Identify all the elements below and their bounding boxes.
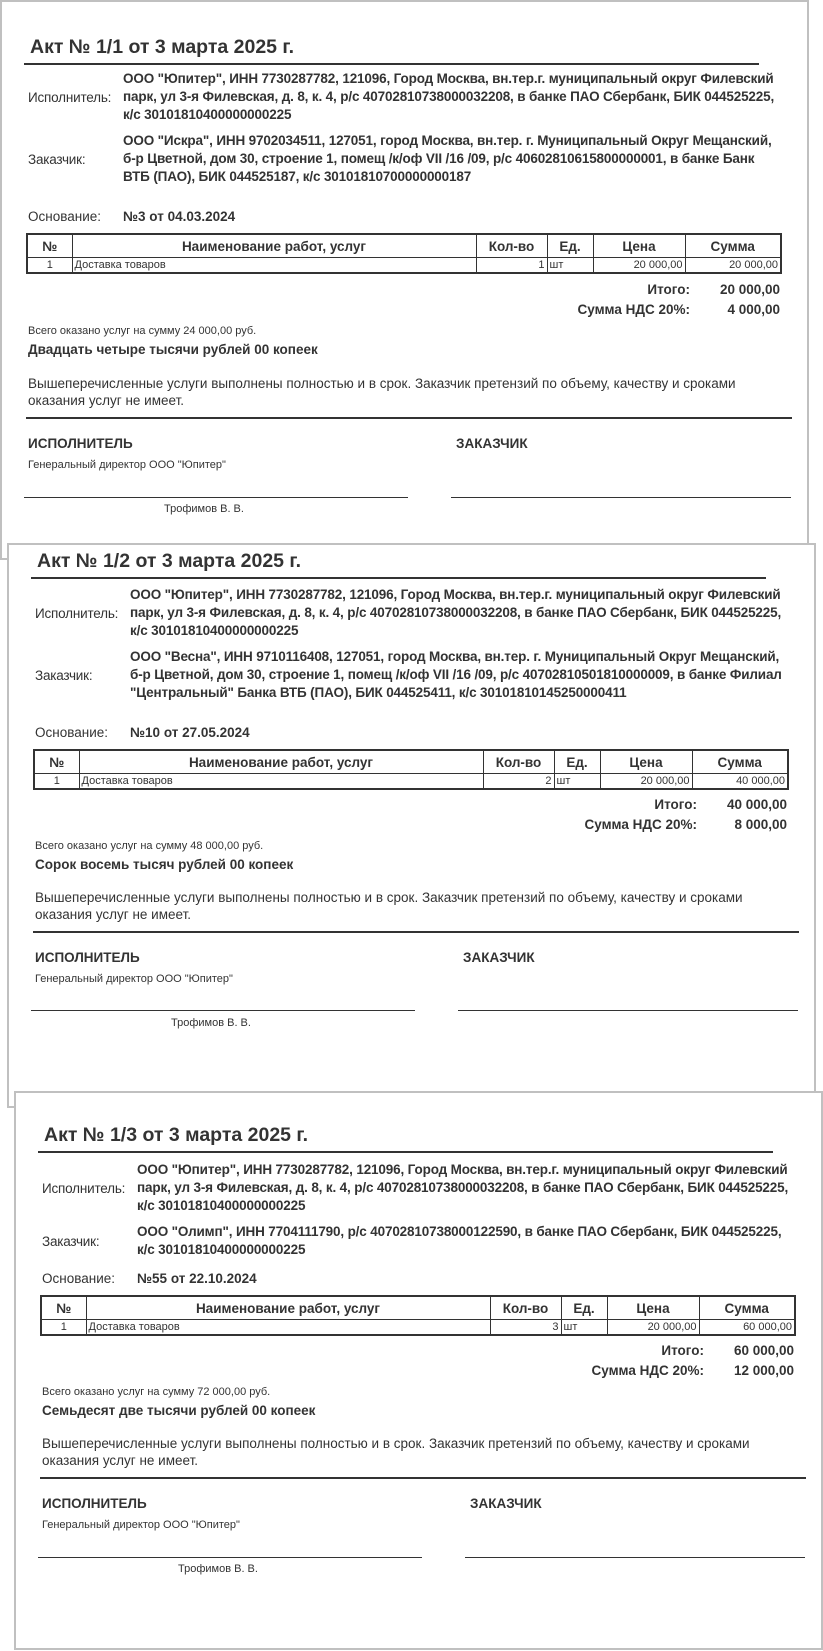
title-underline xyxy=(24,63,759,65)
executor-block xyxy=(38,1161,798,1215)
cell-unit: шт xyxy=(547,258,593,274)
col-header-sum: Сумма xyxy=(699,1296,795,1320)
vat-label: Сумма НДС 20%: xyxy=(577,302,690,317)
table-row xyxy=(27,258,781,274)
executor-heading: ИСПОЛНИТЕЛЬ xyxy=(28,436,133,451)
act-page-2 xyxy=(7,543,816,1108)
customer-signature-line xyxy=(465,1557,805,1558)
executor-details: ООО "Юпитер", ИНН 7730287782, 121096, Город Москва, вн.тер.г. муниципальный округ Филевский парк, ул 3-я Филевская, д. 8, к. 4, р/с 40702810738000032208, в банке ПАО Сбербанк, БИК 044525225, к/с 30101810400000000225 xyxy=(123,71,775,122)
col-header-unit: Ед. xyxy=(554,750,600,774)
executor-signatory: Трофимов В. В. xyxy=(178,1563,258,1575)
cell-name: Доставка товаров xyxy=(72,258,476,274)
cell-name: Доставка товаров xyxy=(79,774,483,790)
cell-price: 20 000,00 xyxy=(600,774,692,790)
total-sum-words: Двадцать четыре тысячи рублей 00 копеек xyxy=(28,342,318,357)
col-header-name: Наименование работ, услуг xyxy=(72,234,476,258)
totals-block xyxy=(487,795,787,835)
customer-block xyxy=(38,1223,798,1259)
executor-details: ООО "Юпитер", ИНН 7730287782, 121096, Город Москва, вн.тер.г. муниципальный округ Филевский парк, ул 3-я Филевская, д. 8, к. 4, р/с 40702810738000032208, в банке ПАО Сбербанк, БИК 044525225, к/с 30101810400000000225 xyxy=(130,587,782,638)
customer-details: ООО "Весна", ИНН 9710116408, 127051, город Москва, вн.тер. г. Муниципальный Округ Мещанский, б-р Цветной, дом 30, строение 1, помещ /к/оф VII /16 /09, р/с 40702810501810000009, в банке Филиал "Центральный" Банка ВТБ (ПАО), БИК 044525411, к/с 30101810145250000411 xyxy=(130,649,782,700)
totals-block xyxy=(480,280,780,320)
signature-divider xyxy=(26,417,792,419)
vat-label: Сумма НДС 20%: xyxy=(591,1363,704,1378)
col-header-sum: Сумма xyxy=(692,750,788,774)
signature-divider xyxy=(40,1477,806,1479)
total-row xyxy=(480,280,780,300)
total-label: Итого: xyxy=(654,797,697,812)
act-page-3 xyxy=(14,1091,823,1650)
cell-sum: 20 000,00 xyxy=(685,258,781,274)
executor-signatory: Трофимов В. В. xyxy=(171,1017,251,1029)
col-header-quantity: Кол-во xyxy=(483,750,554,774)
executor-heading: ИСПОЛНИТЕЛЬ xyxy=(35,950,140,965)
completion-statement: Вышеперечисленные услуги выполнены полностью и в срок. Заказчик претензий по объему, качеству и сроками оказания услуг не имеет. xyxy=(28,376,736,408)
executor-signature-line xyxy=(31,1010,415,1011)
customer-block xyxy=(31,648,791,702)
customer-block xyxy=(24,132,784,186)
executor-heading: ИСПОЛНИТЕЛЬ xyxy=(42,1496,147,1511)
executor-label: Исполнитель: xyxy=(28,89,112,105)
cell-sum: 40 000,00 xyxy=(692,774,788,790)
completion-statement: Вышеперечисленные услуги выполнены полностью и в срок. Заказчик претензий по объему, качеству и сроками оказания услуг не имеет. xyxy=(42,1436,750,1468)
col-header-price: Цена xyxy=(593,234,685,258)
total-label: Итого: xyxy=(647,282,690,297)
executor-label: Исполнитель: xyxy=(42,1180,126,1196)
cell-name: Доставка товаров xyxy=(86,1320,490,1336)
table-header-row xyxy=(34,750,788,774)
total-value: 20 000,00 xyxy=(719,282,780,297)
services-table xyxy=(26,233,782,274)
customer-label: Заказчик: xyxy=(42,1233,100,1249)
total-row xyxy=(494,1341,794,1361)
basis-label: Основание: xyxy=(35,725,108,740)
col-header-number: № xyxy=(34,750,79,774)
document-title: Акт № 1/1 от 3 марта 2025 г. xyxy=(30,36,295,58)
executor-block xyxy=(24,70,784,124)
col-header-quantity: Кол-во xyxy=(490,1296,561,1320)
vat-label: Сумма НДС 20%: xyxy=(584,817,697,832)
vat-row xyxy=(494,1361,794,1381)
totals-block xyxy=(494,1341,794,1381)
executor-position: Генеральный директор ООО "Юпитер" xyxy=(42,1519,240,1531)
total-label: Итого: xyxy=(661,1343,704,1358)
customer-signature-line xyxy=(451,497,791,498)
table-header-row xyxy=(27,234,781,258)
col-header-price: Цена xyxy=(607,1296,699,1320)
cell-number: 1 xyxy=(27,258,72,274)
document-title: Акт № 1/2 от 3 марта 2025 г. xyxy=(37,550,302,572)
total-sum-line: Всего оказано услуг на сумму 24 000,00 руб. xyxy=(28,325,257,337)
customer-details: ООО "Олимп", ИНН 7704111790, р/с 40702810738000122590, в банке ПАО Сбербанк, БИК 044525225, к/с 30101810400000000225 xyxy=(137,1224,782,1257)
completion-statement: Вышеперечисленные услуги выполнены полностью и в срок. Заказчик претензий по объему, качеству и сроками оказания услуг не имеет. xyxy=(35,890,743,922)
executor-position: Генеральный директор ООО "Юпитер" xyxy=(28,459,226,471)
customer-signature-line xyxy=(458,1010,798,1011)
col-header-unit: Ед. xyxy=(547,234,593,258)
customer-heading: ЗАКАЗЧИК xyxy=(463,950,535,965)
executor-position: Генеральный директор ООО "Юпитер" xyxy=(35,973,233,985)
total-sum-line: Всего оказано услуг на сумму 48 000,00 руб. xyxy=(35,840,264,852)
cell-unit: шт xyxy=(554,774,600,790)
vat-value: 4 000,00 xyxy=(727,302,780,317)
col-header-quantity: Кол-во xyxy=(476,234,547,258)
executor-details: ООО "Юпитер", ИНН 7730287782, 121096, Город Москва, вн.тер.г. муниципальный округ Филевский парк, ул 3-я Филевская, д. 8, к. 4, р/с 40702810738000032208, в банке ПАО Сбербанк, БИК 044525225, к/с 30101810400000000225 xyxy=(137,1162,789,1213)
col-header-price: Цена xyxy=(600,750,692,774)
executor-block xyxy=(31,586,791,640)
total-sum-words: Сорок восемь тысяч рублей 00 копеек xyxy=(35,857,294,872)
col-header-number: № xyxy=(27,234,72,258)
executor-signature-line xyxy=(38,1557,422,1558)
act-page-1 xyxy=(0,0,809,560)
cell-price: 20 000,00 xyxy=(593,258,685,274)
basis-row xyxy=(38,1271,257,1286)
vat-row xyxy=(480,300,780,320)
basis-row xyxy=(31,725,250,740)
customer-details: ООО "Искра", ИНН 9702034511, 127051, город Москва, вн.тер. г. Муниципальный Округ Мещанский, б-р Цветной, дом 30, строение 1, помещ /к/оф VII /16 /09, р/с 40602810615800000001, в банке Банк ВТБ (ПАО), БИК 044525187, к/с 30101810700000000187 xyxy=(123,133,772,184)
document-title: Акт № 1/3 от 3 марта 2025 г. xyxy=(44,1124,309,1146)
title-underline xyxy=(31,577,766,579)
cell-number: 1 xyxy=(34,774,79,790)
cell-unit: шт xyxy=(561,1320,607,1336)
col-header-unit: Ед. xyxy=(561,1296,607,1320)
col-header-name: Наименование работ, услуг xyxy=(86,1296,490,1320)
vat-value: 12 000,00 xyxy=(733,1363,794,1378)
total-value: 60 000,00 xyxy=(733,1343,794,1358)
executor-signatory: Трофимов В. В. xyxy=(164,503,244,515)
total-row xyxy=(487,795,787,815)
cell-price: 20 000,00 xyxy=(607,1320,699,1336)
cell-number: 1 xyxy=(41,1320,86,1336)
services-table xyxy=(40,1295,796,1336)
table-row xyxy=(34,774,788,790)
customer-label: Заказчик: xyxy=(28,151,86,167)
cell-quantity: 2 xyxy=(483,774,554,790)
total-sum-words: Семьдесят две тысячи рублей 00 копеек xyxy=(42,1403,316,1418)
customer-heading: ЗАКАЗЧИК xyxy=(456,436,528,451)
basis-value: №10 от 27.05.2024 xyxy=(130,725,250,740)
signature-divider xyxy=(33,931,799,933)
basis-value: №3 от 04.03.2024 xyxy=(123,209,236,224)
executor-signature-line xyxy=(24,497,408,498)
services-table xyxy=(33,749,789,790)
total-value: 40 000,00 xyxy=(726,797,787,812)
executor-label: Исполнитель: xyxy=(35,605,119,621)
vat-value: 8 000,00 xyxy=(734,817,787,832)
basis-label: Основание: xyxy=(28,209,101,224)
col-header-name: Наименование работ, услуг xyxy=(79,750,483,774)
vat-row xyxy=(487,815,787,835)
cell-sum: 60 000,00 xyxy=(699,1320,795,1336)
title-underline xyxy=(38,1151,773,1153)
cell-quantity: 3 xyxy=(490,1320,561,1336)
basis-row xyxy=(24,209,235,224)
table-header-row xyxy=(41,1296,795,1320)
customer-label: Заказчик: xyxy=(35,667,93,683)
basis-label: Основание: xyxy=(42,1271,115,1286)
col-header-number: № xyxy=(41,1296,86,1320)
table-row xyxy=(41,1320,795,1336)
cell-quantity: 1 xyxy=(476,258,547,274)
col-header-sum: Сумма xyxy=(685,234,781,258)
total-sum-line: Всего оказано услуг на сумму 72 000,00 руб. xyxy=(42,1386,271,1398)
customer-heading: ЗАКАЗЧИК xyxy=(470,1496,542,1511)
basis-value: №55 от 22.10.2024 xyxy=(137,1271,257,1286)
